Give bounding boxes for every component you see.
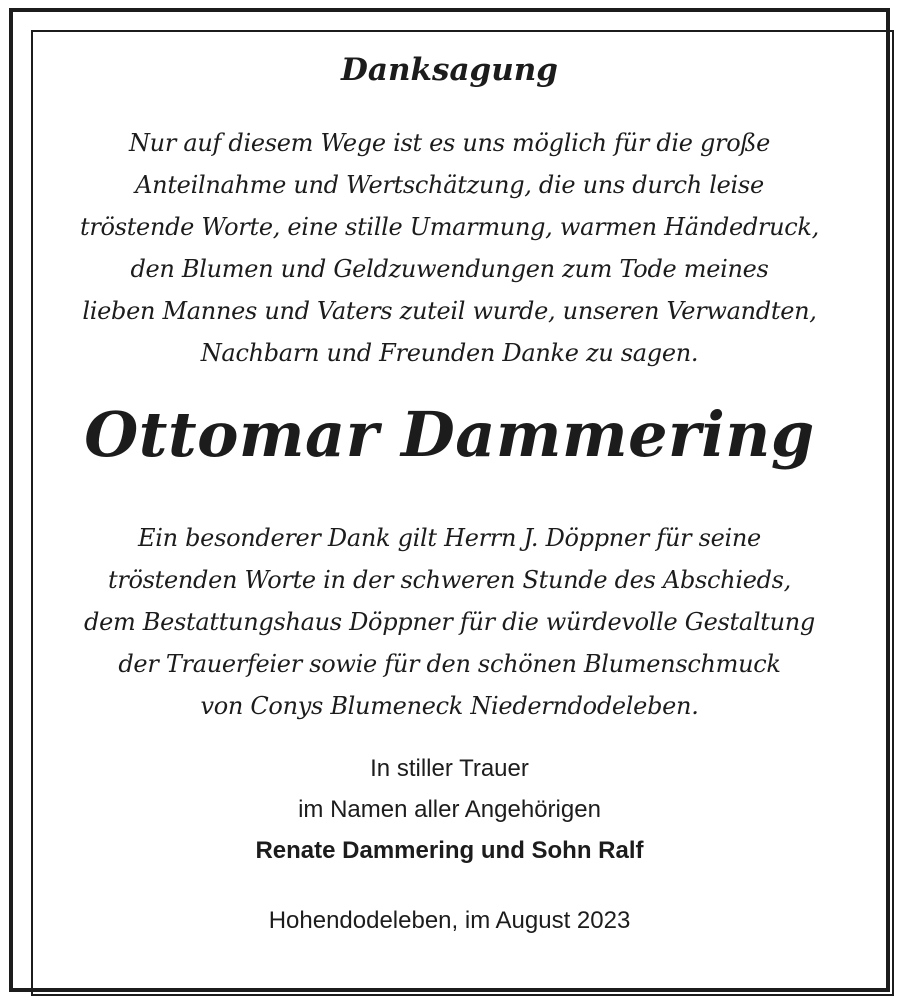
notice-heading: Danksagung xyxy=(341,52,558,88)
thanks-line: tröstenden Worte in der schweren Stunde des Abschieds, xyxy=(107,566,792,594)
intro-line: Nur auf diesem Wege ist es uns möglich für die große xyxy=(128,129,771,157)
special-thanks-paragraph xyxy=(20,517,879,727)
thanks-line: von Conys Blumeneck Niederndodeleben. xyxy=(200,692,699,720)
intro-paragraph xyxy=(20,122,879,374)
closing-line-relatives: im Namen aller Angehörigen xyxy=(298,796,601,823)
closing-line-mourning: In stiller Trauer xyxy=(370,755,529,782)
thanks-line: dem Bestattungshaus Döppner für die würdevolle Gestaltung xyxy=(84,608,815,636)
place-date: Hohendodeleben, im August 2023 xyxy=(268,907,631,934)
intro-line: tröstende Worte, eine stille Umarmung, warmen Händedruck, xyxy=(80,213,819,241)
signers: Renate Dammering und Sohn Ralf xyxy=(255,837,644,864)
intro-line: Anteilnahme und Wertschätzung, die uns durch leise xyxy=(135,171,764,199)
thanks-line: der Trauerfeier sowie für den schönen Blumenschmuck xyxy=(118,650,781,678)
intro-line: Nachbarn und Freunden Danke zu sagen. xyxy=(200,339,699,367)
intro-line: den Blumen und Geldzuwendungen zum Tode meines xyxy=(130,255,769,283)
intro-line: lieben Mannes und Vaters zuteil wurde, unseren Verwandten, xyxy=(82,297,817,325)
closing-block xyxy=(20,748,879,871)
deceased-name: Ottomar Dammering xyxy=(84,398,815,471)
thanks-line: Ein besonderer Dank gilt Herrn J. Döppner für seine xyxy=(138,524,761,552)
